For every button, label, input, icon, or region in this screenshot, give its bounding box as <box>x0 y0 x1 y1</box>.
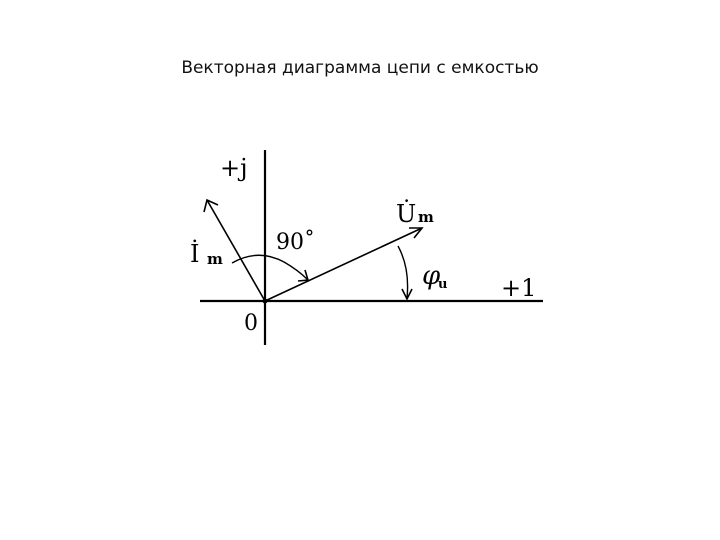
current-label: İ <box>190 240 200 268</box>
angle-90-label: 90˚ <box>276 230 315 255</box>
voltage-subscript: m <box>418 208 434 226</box>
phase-angle-subscript: u <box>438 277 448 292</box>
angle-90-arc <box>232 255 308 280</box>
origin-label: 0 <box>244 311 258 336</box>
real-axis-label: +1 <box>501 274 537 302</box>
imaginary-axis-label: +j <box>220 154 248 182</box>
current-subscript: m <box>207 250 223 268</box>
slide-title: Векторная диаграмма цепи с емкостью <box>181 58 539 78</box>
phase-angle-label: φ <box>422 261 441 291</box>
voltage-label: U̇ <box>396 200 417 228</box>
